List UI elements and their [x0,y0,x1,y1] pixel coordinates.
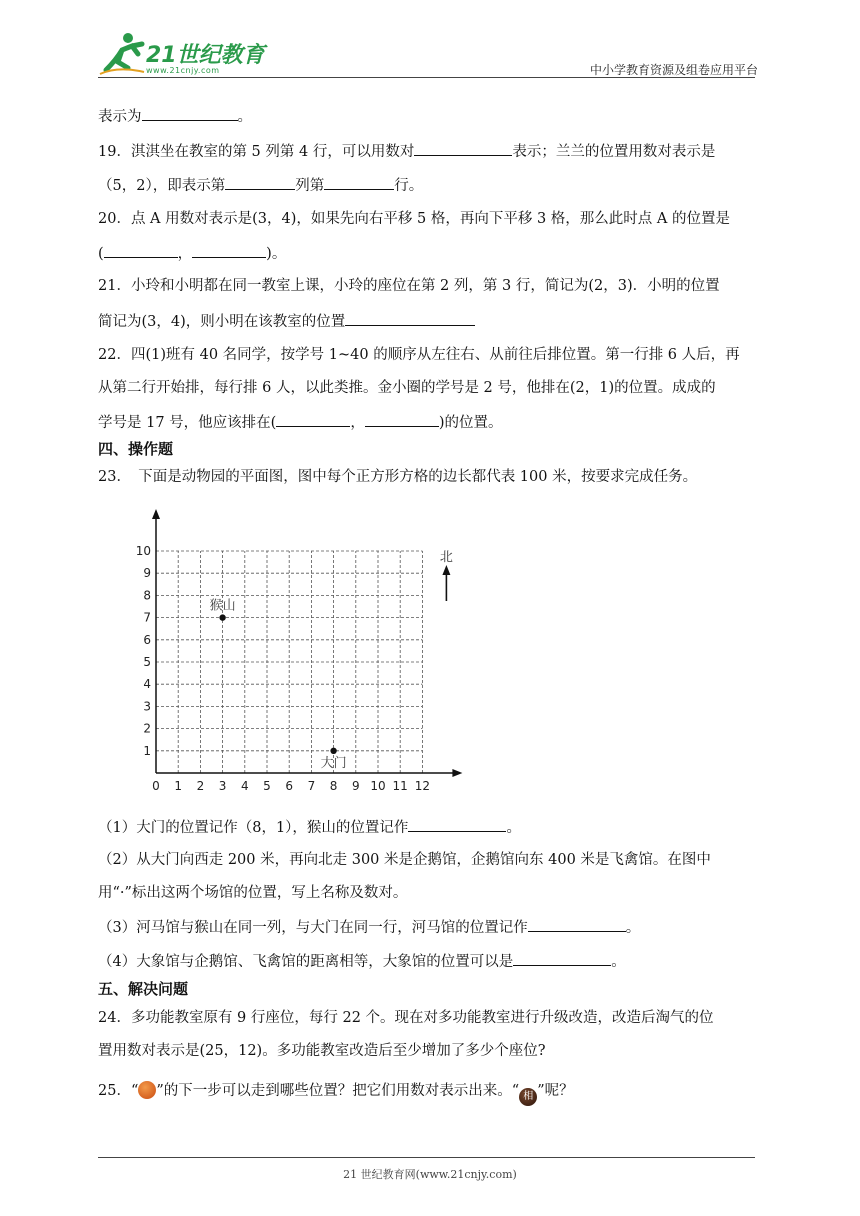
q23-part2-line2: 用“·”标出这两个场馆的位置，写上名称及数对。 [98,885,408,901]
answer-blank[interactable] [513,950,611,966]
answer-blank[interactable] [142,105,238,121]
answer-blank[interactable] [192,242,266,258]
y-tick-label: 9 [143,566,151,581]
zoo-coordinate-grid [135,505,468,795]
q23-part1: （1）大门的位置记作（8，1），猴山的位置记作 。 [98,816,521,838]
x-tick-label: 5 [263,779,271,793]
footer-divider [98,1157,755,1158]
y-tick-label: 6 [143,632,151,647]
answer-blank[interactable] [408,816,506,832]
q23-part3: （3）河马馆与猴山在同一列，与大门在同一行，河马馆的位置记作 。 [98,916,640,938]
x-tick-label: 11 [392,779,408,793]
x-axis-arrow-icon [452,769,462,777]
section-heading-5: 五、解决问题 [98,980,189,998]
answer-blank[interactable] [365,411,439,427]
north-arrowhead-icon [442,565,450,575]
y-tick-label: 4 [143,677,151,692]
y-tick-label: 2 [143,721,151,736]
chess-piece-xiang-icon: 相 [519,1088,537,1106]
q21-line1: 21．小玲和小明都在同一教室上课，小玲的座位在第 2 列，第 3 行，简记为(2，3)．小明的位置 [98,278,720,294]
answer-blank[interactable] [414,140,512,156]
x-tick-label: 4 [240,779,249,793]
chess-piece-red-icon [138,1081,156,1099]
q19-line1: 19．淇淇坐在教室的第 5 列第 4 行，可以用数对 表示；兰兰的位置用数对表示是 [98,140,715,162]
answer-blank[interactable] [225,174,295,190]
q23-intro: 23． 下面是动物园的平面图，图中每个正方形方格的边长都代表 100 米，按要求完成任务。 [98,469,698,485]
header-platform-text: 中小学教育资源及组卷应用平台 [589,63,758,77]
x-tick-label: 12 [414,779,431,793]
x-tick-label: 0 [152,779,160,793]
logo-text: 21世纪教育 [146,43,265,68]
logo-url: www.21cnjy.com [146,66,220,75]
answer-blank[interactable] [345,310,475,326]
point-marker [219,614,225,620]
q23-part2-line1: （2）从大门向西走 200 米，再向北走 300 米是企鹅馆，企鹅馆向东 400 米是飞禽馆。在图中 [98,852,711,868]
section-heading-4: 四、操作题 [98,440,174,458]
q25-line: 25．“ ”的下一步可以走到哪些位置？把它们用数对表示出来。“ 相 ”呢？ [98,1081,574,1106]
x-tick-label: 8 [329,779,338,793]
page-header [98,30,758,78]
q19-line2: （5，2），即表示第 列第 行。 [98,174,423,196]
point-label: 猴山 [209,598,236,614]
x-tick-label: 6 [285,779,294,793]
q24-line1: 24．多功能教室原有 9 行座位，每行 22 个。现在对多功能教室进行升级改造，改造后淘气的位 [98,1010,714,1026]
x-tick-label: 10 [370,779,386,793]
point-marker [330,748,336,754]
y-tick-label: 10 [135,544,151,558]
runner-logo-icon [98,30,148,76]
y-tick-label: 3 [143,699,151,714]
q22-line2: 从第二行开始排，每行排 6 人，以此类推。金小圈的学号是 2 号，他排在(2，1)的位置。成成的 [98,380,716,396]
q22-line3: 学号是 17 号，他应该排在( ， )的位置。 [98,411,503,433]
north-label: 北 [439,550,453,565]
header-divider [98,77,755,78]
point-label: 大门 [320,755,347,771]
y-axis-arrow-icon [152,509,160,519]
q23-part4: （4）大象馆与企鹅馆、飞禽馆的距离相等，大象馆的位置可以是 。 [98,950,626,972]
x-tick-label: 2 [196,779,205,793]
answer-blank[interactable] [104,242,178,258]
y-tick-label: 1 [143,743,151,758]
q20-line2: ( ， )。 [98,242,286,264]
x-tick-label: 7 [307,779,316,793]
q21-line2: 简记为(3，4)，则小明在该教室的位置 [98,310,475,332]
q22-line1: 22．四(1)班有 40 名同学，按学号 1~40 的顺序从左往右、从前往后排位置。第一行排 6 人后，再 [98,347,740,363]
answer-blank[interactable] [528,916,626,932]
x-tick-label: 1 [174,779,183,793]
y-tick-label: 7 [143,610,151,625]
x-tick-label: 9 [351,779,360,793]
q24-line2: 置用数对表示是(25，12)。多功能教室改造后至少增加了多少个座位? [98,1043,546,1059]
answer-blank[interactable] [276,411,350,427]
q18-tail: 表示为 。 [98,105,252,127]
x-tick-label: 3 [218,779,227,793]
answer-blank[interactable] [324,174,394,190]
q20-line1: 20．点 A 用数对表示是(3，4)，如果先向右平移 5 格，再向下平移 3 格，那么此时点 A 的位置是 [98,211,730,227]
y-tick-label: 5 [143,655,151,669]
y-tick-label: 8 [143,588,151,603]
footer-text: 21 世纪教育网(www.21cnjy.com) [343,1168,517,1181]
